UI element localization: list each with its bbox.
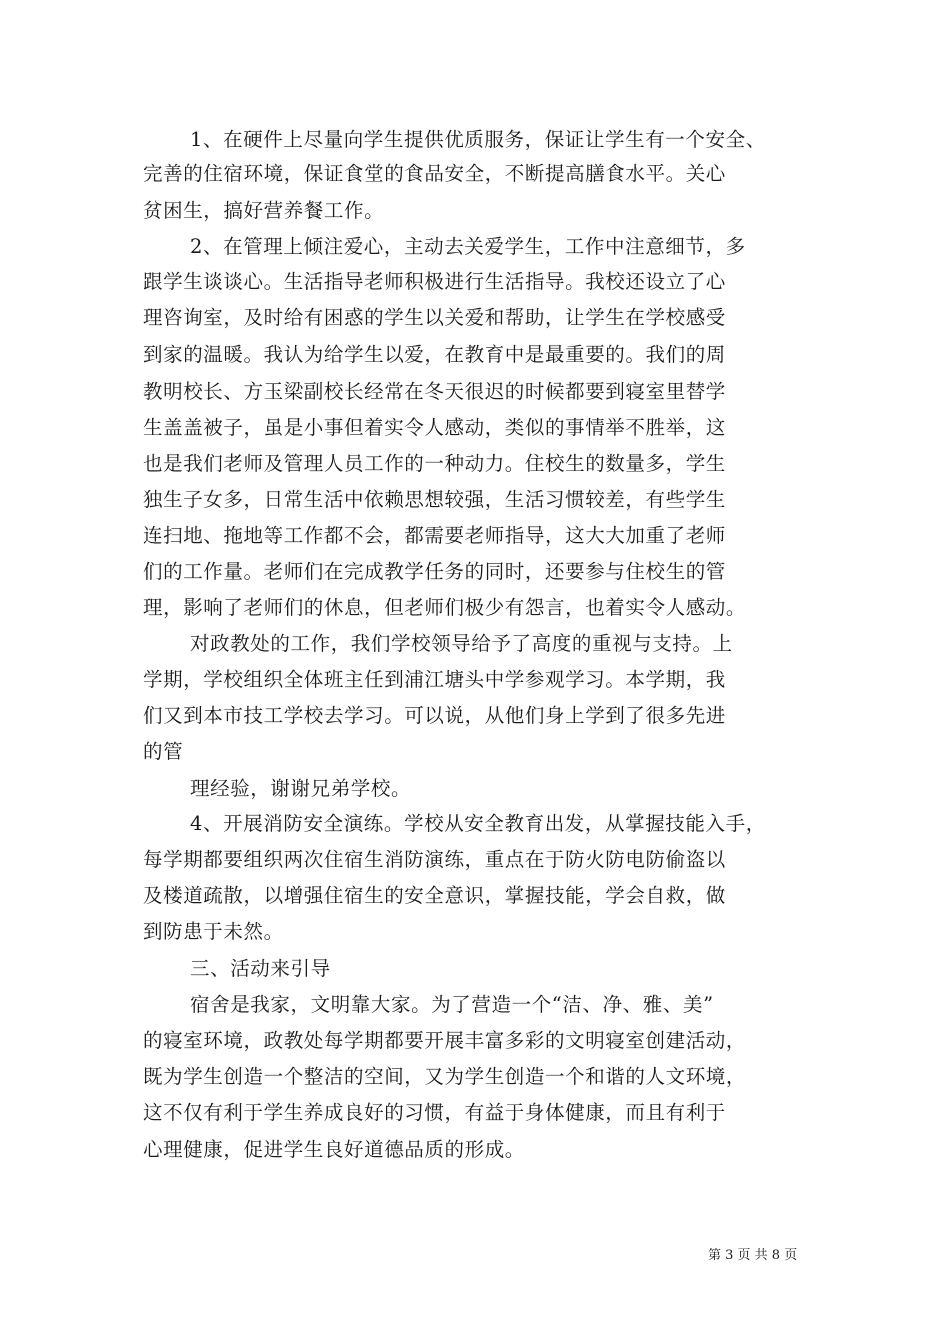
text-line: 心理健康，促进学生良好道德品质的形成。 <box>143 1138 525 1161</box>
text-line: 理咨询室，及时给有困惑的学生以关爱和帮助，让学生在学校感受 <box>143 306 726 329</box>
text-line: 既为学生创造一个整洁的空间，又为学生创造一个和谐的人文环境， <box>143 1065 747 1088</box>
text-line: 们的工作量。老师们在完成教学任务的同时，还要参与住校生的管 <box>143 560 726 583</box>
text-line: 到家的温暖。我认为给学生以爱，在教育中是最重要的。我们的周 <box>143 343 726 366</box>
text-line: 的管 <box>143 740 184 763</box>
text-line: 及楼道疏散，以增强住宿生的安全意识，掌握技能，学会自救，做 <box>143 884 726 907</box>
text-line: 这不仅有利于学生养成良好的习惯，有益于身体健康，而且有利于 <box>143 1101 726 1124</box>
text-line: 完善的住宿环境，保证食堂的食品安全，不断提高膳食水平。关心 <box>143 162 726 185</box>
text-line: 学期，学校组织全体班主任到浦江塘头中学参观学习。本学期，我 <box>143 668 726 691</box>
text-line: 对政教处的工作，我们学校领导给予了高度的重视与支持。上 <box>190 632 733 655</box>
text-line: 独生子女多，日常生活中依赖思想较强，生活习惯较差，有些学生 <box>143 488 726 511</box>
text-line: 理经验，谢谢兄弟学校。 <box>190 777 412 800</box>
text-line: 也是我们老师及管理人员工作的一种动力。住校生的数量多，学生 <box>143 452 726 475</box>
text-line: 贫困生，搞好营养餐工作。 <box>143 199 385 222</box>
text-line: 们又到本市技工学校去学习。可以说，从他们身上学到了很多先进 <box>143 704 726 727</box>
section-heading: 三、活动来引导 <box>190 957 331 980</box>
text-line: 到防患于未然。 <box>143 920 284 943</box>
text-line: 跟学生谈谈心。生活指导老师积极进行生活指导。我校还设立了心 <box>143 270 726 293</box>
page-number: 第 3 页 共 8 页 <box>708 1248 798 1263</box>
text-line: 4、开展消防安全演练。学校从安全教育出发，从掌握技能入手， <box>190 812 766 835</box>
text-line: 宿舍是我家，文明靠大家。为了营造一个“洁、净、雅、美” <box>190 993 714 1016</box>
text-line: 教明校长、方玉梁副校长经常在冬天很迟的时候都要到寝室里替学 <box>143 380 726 403</box>
text-line: 1、在硬件上尽量向学生提供优质服务，保证让学生有一个安全、 <box>190 128 766 151</box>
text-line: 生盖盖被子，虽是小事但着实令人感动，类似的事情举不胜举，这 <box>143 416 726 439</box>
text-line: 连扫地、拖地等工作都不会，都需要老师指导，这大大加重了老师 <box>143 524 726 547</box>
text-line: 的寝室环境，政教处每学期都要开展丰富多彩的文明寝室创建活动， <box>143 1029 747 1052</box>
text-line: 每学期都要组织两次住宿生消防演练，重点在于防火防电防偷盗以 <box>143 848 726 871</box>
text-line: 理，影响了老师们的休息，但老师们极少有怨言，也着实令人感动。 <box>143 596 747 619</box>
text-line: 2、在管理上倾注爱心，主动去关爱学生，工作中注意细节，多 <box>190 235 746 258</box>
